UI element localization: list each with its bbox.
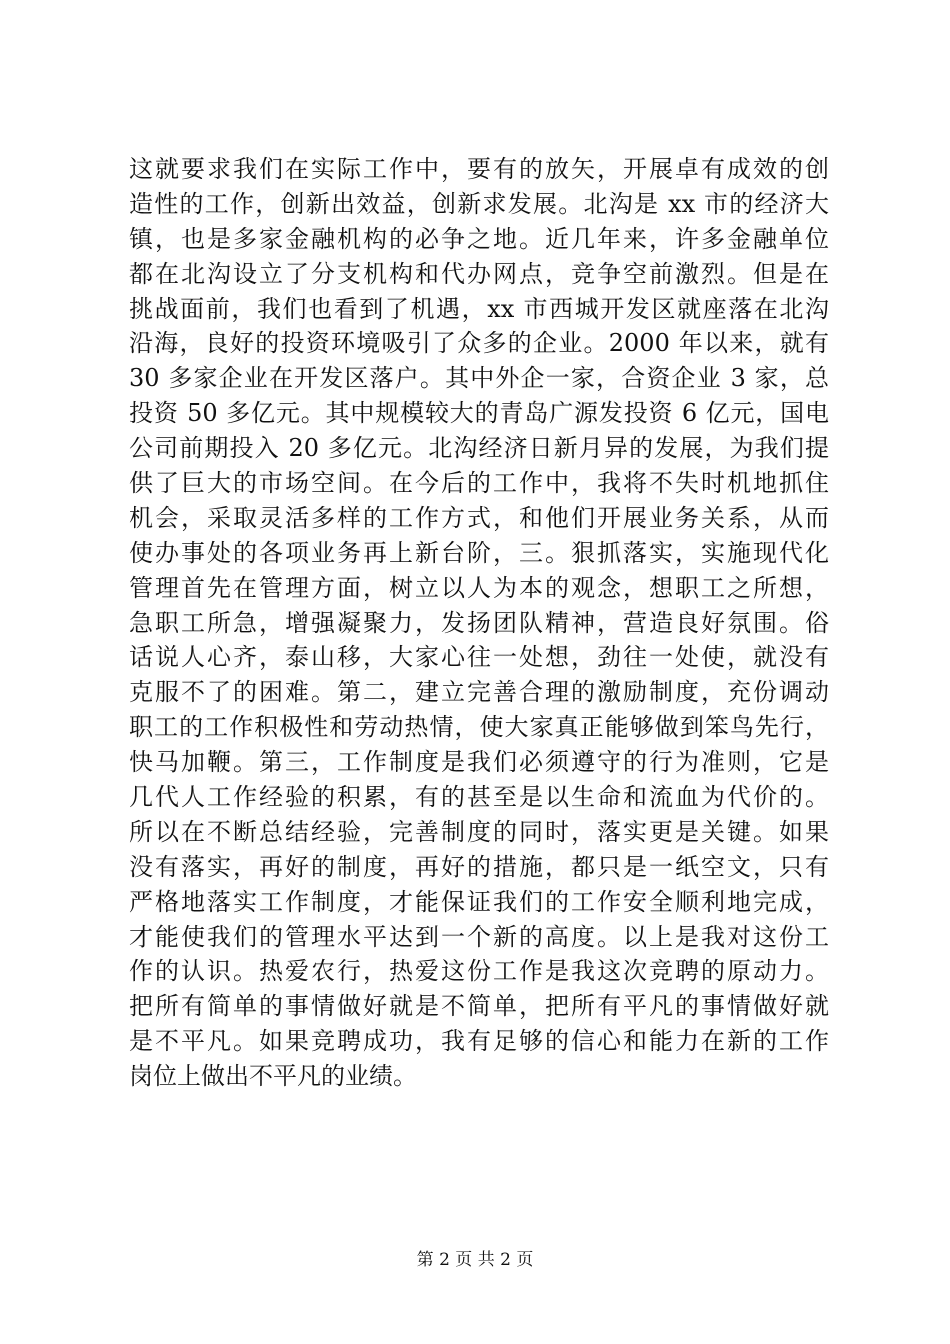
page-footer: 第 2 页 共 2 页 <box>416 1250 534 1270</box>
paragraph-line: 公司前期投入 20 多亿元。北沟经济日新月异的发展，为我们提 <box>129 434 829 463</box>
paragraph-line: 严格地落实工作制度，才能保证我们的工作安全顺利地完成， <box>129 887 829 916</box>
paragraph-line: 才能使我们的管理水平达到一个新的高度。以上是我对这份工 <box>129 922 829 951</box>
paragraph-line: 职工的工作积极性和劳动热情，使大家真正能够做到笨鸟先行， <box>129 713 829 742</box>
paragraph-line: 克服不了的困难。第二，建立完善合理的激励制度，充份调动 <box>129 678 829 707</box>
paragraph-line: 投资 50 多亿元。其中规模较大的青岛广源发投资 6 亿元，国电 <box>129 399 829 428</box>
paragraph-line: 急职工所急，增强凝聚力，发扬团队精神，营造良好氛围。俗 <box>129 608 829 637</box>
paragraph-line: 这就要求我们在实际工作中，要有的放矢，开展卓有成效的创 <box>129 155 829 183</box>
paragraph-line: 30 多家企业在开发区落户。其中外企一家，合资企业 3 家，总 <box>129 364 829 393</box>
paragraph-line: 沿海，良好的投资环境吸引了众多的企业。2000 年以来，就有 <box>129 329 829 358</box>
paragraph-line: 造性的工作，创新出效益，创新求发展。北沟是 xx 市的经济大 <box>129 189 829 218</box>
body-paragraph <box>129 152 829 1094</box>
paragraph-line: 没有落实，再好的制度，再好的措施，都只是一纸空文，只有 <box>129 852 829 881</box>
paragraph-line: 镇，也是多家金融机构的必争之地。近几年来，许多金融单位 <box>129 224 829 253</box>
paragraph-line: 管理首先在管理方面，树立以人为本的观念，想职工之所想， <box>129 573 829 602</box>
paragraph-line: 都在北沟设立了分支机构和代办网点，竞争空前激烈。但是在 <box>129 259 829 288</box>
paragraph-line: 话说人心齐，泰山移，大家心往一处想，劲往一处使，就没有 <box>129 643 829 672</box>
paragraph-line: 所以在不断总结经验，完善制度的同时，落实更是关键。如果 <box>129 817 829 846</box>
paragraph-line: 把所有简单的事情做好就是不简单，把所有平凡的事情做好就 <box>129 992 829 1021</box>
paragraph-line: 使办事处的各项业务再上新台阶，三。狠抓落实，实施现代化 <box>129 538 829 567</box>
paragraph-line: 岗位上做出不平凡的业绩。 <box>129 1062 417 1091</box>
paragraph-line: 是不平凡。如果竞聘成功，我有足够的信心和能力在新的工作 <box>129 1027 829 1056</box>
paragraph-line: 挑战面前，我们也看到了机遇，xx 市西城开发区就座落在北沟 <box>129 294 829 323</box>
paragraph-line: 几代人工作经验的积累，有的甚至是以生命和流血为代价的。 <box>129 783 829 812</box>
paragraph-line: 机会，采取灵活多样的工作方式，和他们开展业务关系，从而 <box>129 503 829 532</box>
paragraph-line: 作的认识。热爱农行，热爱这份工作是我这次竞聘的原动力。 <box>129 957 829 986</box>
paragraph-line: 快马加鞭。第三，工作制度是我们必须遵守的行为准则，它是 <box>129 748 829 777</box>
paragraph-line: 供了巨大的市场空间。在今后的工作中，我将不失时机地抓住 <box>129 469 829 498</box>
